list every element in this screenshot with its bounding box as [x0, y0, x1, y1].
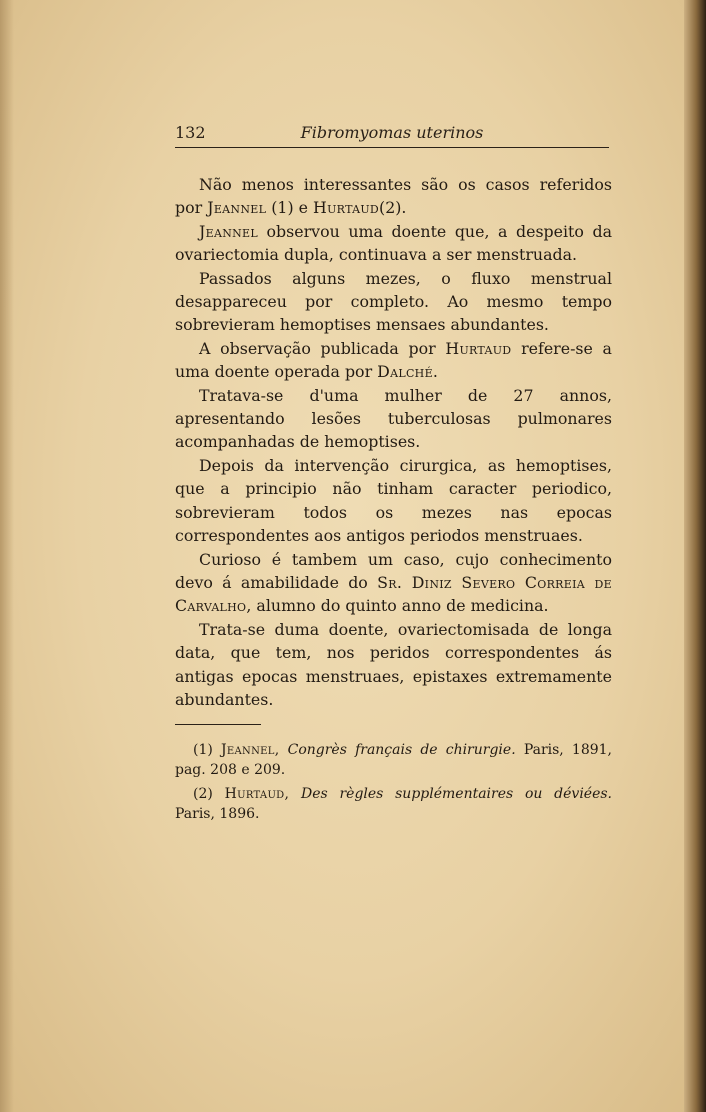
paragraph-8	[175, 618, 612, 712]
text-run: (2).	[379, 198, 407, 218]
paragraph-7	[175, 548, 612, 618]
text-run: (1) e	[271, 198, 308, 218]
footnotes	[175, 740, 612, 828]
person-name: Sr. Diniz Severo Correia de Carvalho	[175, 572, 612, 616]
footnote-author: Hurtaud,	[224, 786, 290, 802]
paragraph-2	[175, 220, 612, 267]
author-name: Hurtaud	[313, 198, 380, 218]
footnote-title: Congrès français de chirurgie.	[287, 742, 516, 758]
footnote-details: Paris, 1891, pag. 208 e 209.	[175, 742, 612, 778]
footnote-number: (1)	[193, 742, 213, 758]
text-run: Trata-se duma doente, ovariectomisada de longa data, que tem, nos peridos correspondentes ás antigas epocas menstruaes, epistaxes extremamente abundantes.	[175, 619, 612, 709]
paragraph-3	[175, 267, 612, 337]
page-number: 132	[175, 123, 206, 142]
running-header	[175, 123, 609, 145]
footnote-details: Paris, 1896.	[175, 806, 260, 822]
text-run: Tratava-se d'uma mulher de 27 annos, apresentando lesões tuberculosas pulmonares acompanhadas de hemoptises.	[175, 385, 612, 452]
text-run: Não menos interessantes são os casos referidos por	[175, 175, 612, 218]
author-name: Jeannel	[199, 221, 258, 241]
author-name: Hurtaud	[445, 338, 512, 358]
text-run: Passados alguns mezes, o fluxo menstrual desappareceu por completo. Ao mesmo tempo sobrevieram hemoptises mensaes abundantes.	[175, 268, 612, 335]
footnote-title: Des règles supplémentaires ou déviées.	[301, 786, 612, 802]
running-title: Fibromyomas uterinos	[300, 123, 484, 142]
author-name: Jeannel	[207, 198, 267, 218]
footnote-2	[175, 784, 612, 824]
book-spine-shadow	[684, 0, 706, 1112]
page-left-edge-shadow	[0, 0, 14, 1112]
footnote-author: Jeannel,	[221, 742, 280, 758]
text-run: refere-se a uma doente operada por	[175, 338, 612, 382]
header-rule	[175, 147, 609, 148]
author-name: Dalché	[377, 362, 433, 382]
paragraph-5	[175, 384, 612, 454]
text-run: Curioso é tambem um caso, cujo conhecimento devo á amabilidade do	[175, 549, 612, 592]
text-run: observou uma doente que, a despeito da ovariectomia dupla, continuava a ser menstruada.	[175, 221, 612, 265]
footnote-number: (2)	[193, 786, 213, 802]
paragraph-4	[175, 337, 612, 384]
footnote-rule	[175, 724, 261, 725]
text-run: A observação publicada por	[199, 338, 436, 358]
footnote-1	[175, 740, 612, 780]
text-run: , alumno do quinto anno de medicina.	[246, 596, 549, 616]
paragraph-6	[175, 454, 612, 548]
paragraph-1	[175, 173, 612, 220]
text-run: Depois da intervenção cirurgica, as hemoptises, que a principio não tinham caracter periodico, sobrevieram todos os mezes nas epocas correspondentes aos antigos periodos menstruaes.	[175, 455, 612, 546]
text-run: .	[432, 362, 438, 382]
body-text	[175, 173, 612, 711]
